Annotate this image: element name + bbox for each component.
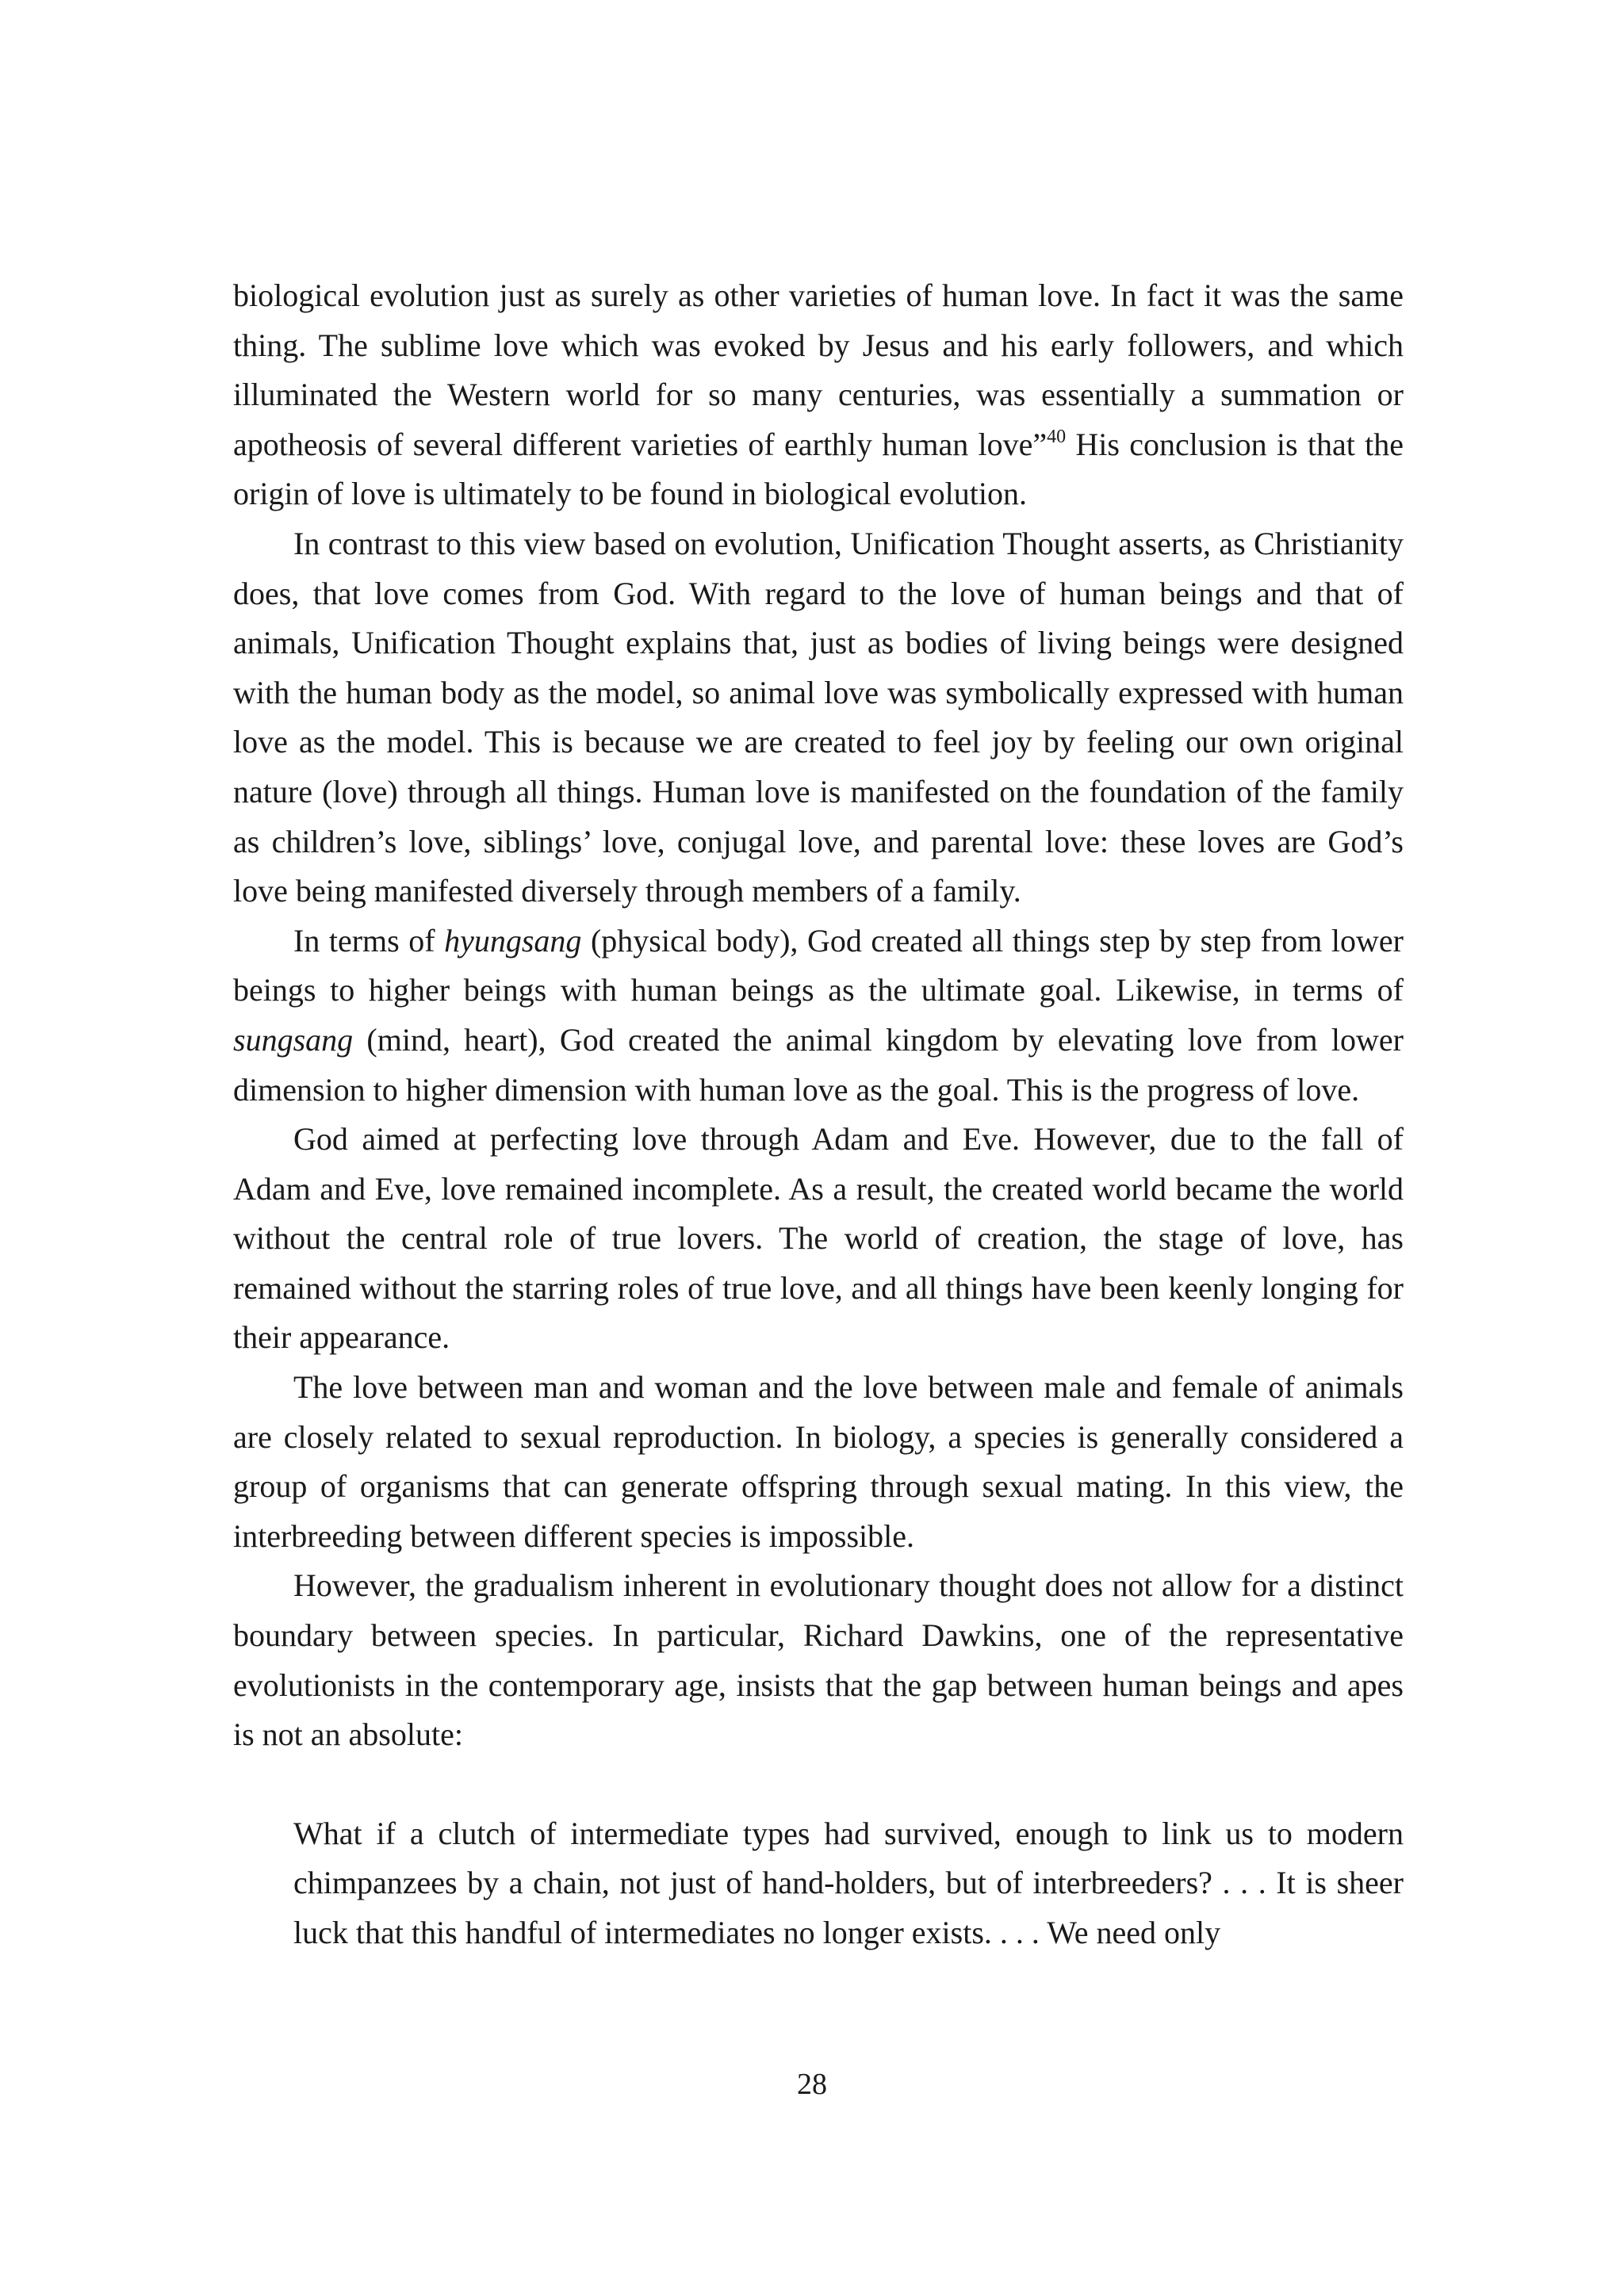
footnote-reference: 40 bbox=[1047, 426, 1067, 447]
block-quote: What if a clutch of intermediate types had survived, enough to link us to modern chimpanzees by a chain, not just of hand-holders, but of interbreeders? . . . It is sheer luck that this handful of intermediates no longer exists. . . . We need only bbox=[293, 1815, 1404, 1950]
paragraph-list bbox=[233, 271, 1404, 1760]
text-run: In contrast to this view based on evolution, Unification Thought asserts, as Christianity does, that love comes from God. With regard to the love of human beings and that of animals, Unification Thought explains that, just as bodies of living beings were designed with the human body as the model, so animal love was symbolically expressed with human love as the model. This is because we are created to feel joy by feeling our own original nature (love) through all things. Human love is manifested on the foundation of the family as children’s love, siblings’ love, conjugal love, and parental love: these loves are God’s love being manifested diversely through members of a family. bbox=[233, 525, 1404, 909]
italic-term: hyungsang bbox=[444, 922, 582, 959]
body-paragraph bbox=[233, 1363, 1404, 1561]
text-run: (physical body), God created all things step by step from lower beings to higher beings with human beings as the ultimate goal. Likewise, in terms of bbox=[233, 922, 1404, 1008]
body-paragraph bbox=[233, 519, 1404, 916]
body-text bbox=[233, 271, 1404, 1958]
text-run: In terms of bbox=[293, 922, 445, 959]
body-paragraph bbox=[233, 271, 1404, 519]
page-number: 28 bbox=[797, 2068, 827, 2101]
text-run: God aimed at perfecting love through Adam and Eve. However, due to the fall of Adam and Eve, love remained incomplete. As a result, the created world became the world without the central role of true lovers. The world of creation, the stage of love, has remained without the starring roles of true love, and all things have been keenly longing for their appearance. bbox=[233, 1121, 1404, 1356]
text-run: His conclusion is that the origin of love is ultimately to be found in biological evolution. bbox=[233, 426, 1404, 512]
text-run: The love between man and woman and the love between male and female of animals are closely related to sexual reproduction. In biology, a species is generally considered a group of organisms that can generate offspring through sexual mating. In this view, the interbreeding between different species is impossible. bbox=[233, 1369, 1404, 1554]
text-run: However, the gradualism inherent in evolutionary thought does not allow for a distinct boundary between species. In particular, Richard Dawkins, one of the representative evolutionists in the contemporary age, insists that the gap between human beings and apes is not an absolute: bbox=[233, 1567, 1404, 1753]
body-paragraph bbox=[233, 916, 1404, 1115]
italic-term: sungsang bbox=[233, 1021, 354, 1058]
text-run: (mind, heart), God created the animal kingdom by elevating love from lower dimension to higher dimension with human love as the goal. This is the progress of love. bbox=[233, 1021, 1404, 1108]
text-run: biological evolution just as surely as other varieties of human love. In fact it was the same thing. The sublime love which was evoked by Jesus and his early followers, and which illuminated the Western world for so many centuries, was essentially a summation or apotheosis of several different varieties of earthly human love” bbox=[233, 277, 1404, 462]
body-paragraph bbox=[233, 1561, 1404, 1759]
body-paragraph bbox=[233, 1115, 1404, 1363]
